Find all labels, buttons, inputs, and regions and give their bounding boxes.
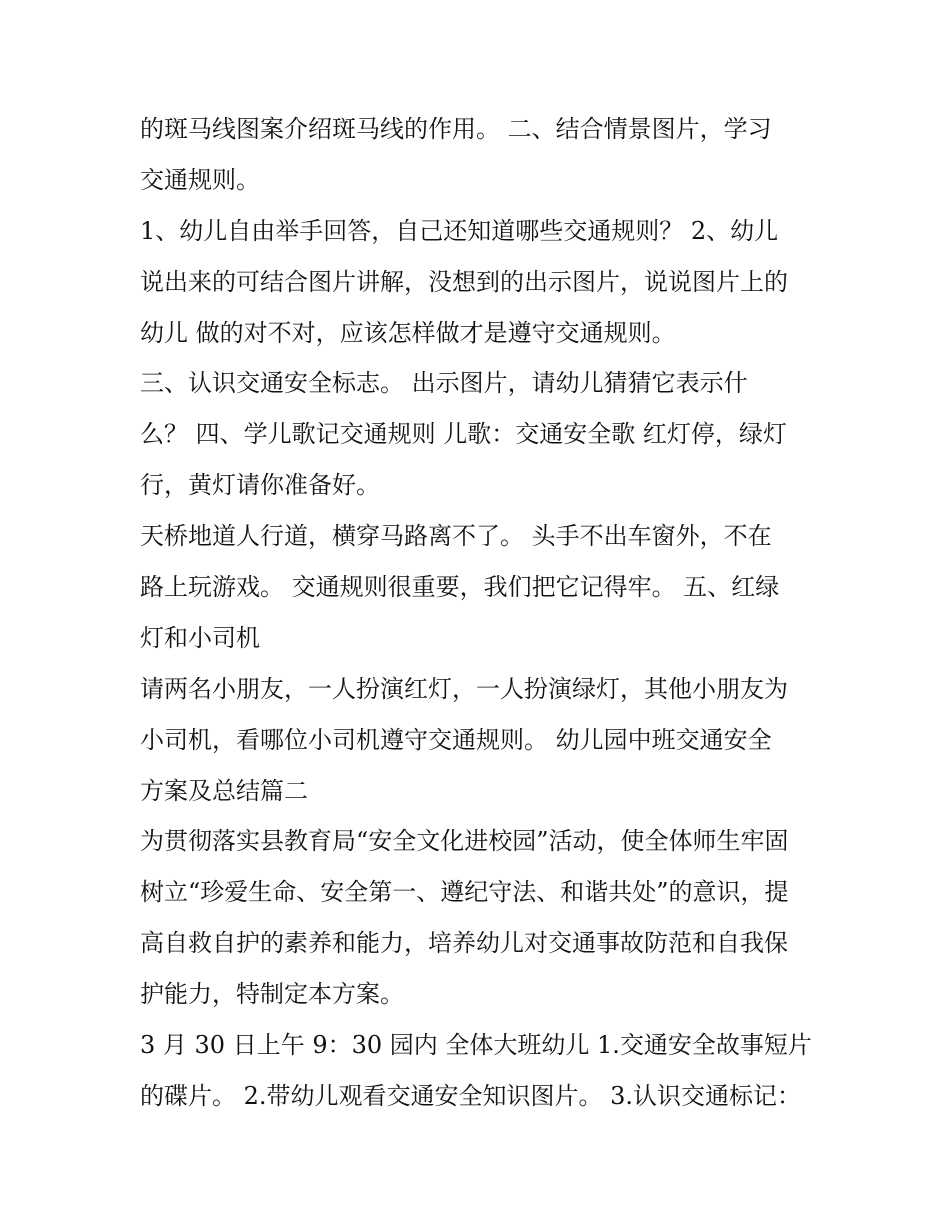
- text-line: 灯和小司机: [140, 623, 260, 652]
- text-line: 为贯彻落实县教育局“安全文化进校园”活动，使全体师生牢固: [140, 827, 789, 856]
- text-line: 护能力，特制定本方案。: [140, 980, 404, 1009]
- text-line: 的碟片。 2.带幼儿观看交通安全知识图片。 3.认识交通标记：: [140, 1081, 802, 1110]
- text-line: 说出来的可结合图片讲解，没想到的出示图片，说说图片上的: [140, 267, 788, 296]
- text-line: 3 月 30 日上午 9：30 园内 全体大班幼儿 1.交通安全故事短片: [140, 1031, 812, 1060]
- document-body: [140, 104, 840, 1122]
- text-line: 交通规则。: [140, 165, 260, 194]
- text-line: 小司机，看哪位小司机遵守交通规则。 幼儿园中班交通安全: [140, 725, 772, 754]
- text-line: 请两名小朋友，一人扮演红灯，一人扮演绿灯，其他小朋友为: [140, 674, 788, 703]
- text-line: 高自救自护的素养和能力，培养幼儿对交通事故防范和自我保: [140, 929, 788, 958]
- text-line: 三、认识交通安全标志。 出示图片，请幼儿猜猜它表示什: [140, 369, 748, 398]
- text-line: 幼儿 做的对不对，应该怎样做才是遵守交通规则。: [140, 318, 676, 347]
- text-line: 树立“珍爱生命、安全第一、遵纪守法、和谐共处”的意识，提: [140, 878, 789, 907]
- text-line: 的斑马线图案介绍斑马线的作用。 二、结合情景图片，学习: [140, 115, 772, 143]
- text-line: 天桥地道人行道，横穿马路离不了。 头手不出车窗外，不在: [140, 522, 772, 551]
- section-heading: 方案及总结篇二: [140, 776, 308, 805]
- text-line: 行，黄灯请你准备好。: [140, 471, 380, 500]
- text-line: 路上玩游戏。 交通规则很重要，我们把它记得牢。 五、红绿: [140, 573, 780, 602]
- text-line: 1、幼儿自由举手回答，自己还知道哪些交通规则？ 2、幼儿: [140, 216, 779, 245]
- text-line: 么？ 四、学儿歌记交通规则 儿歌：交通安全歌 红灯停，绿灯: [140, 420, 787, 449]
